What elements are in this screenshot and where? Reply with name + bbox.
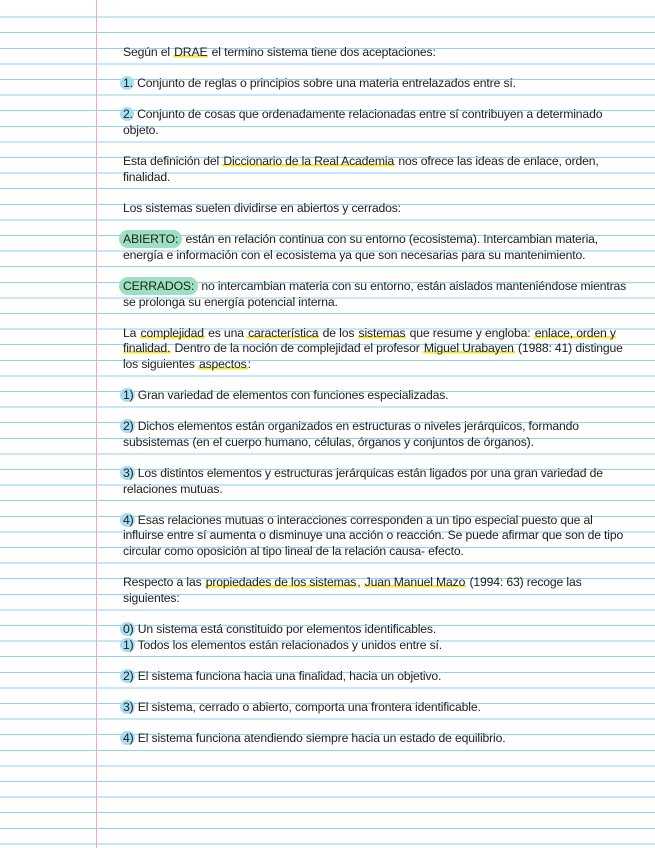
highlight-enlace-orden: enlace, orden y finalidad. bbox=[123, 325, 616, 356]
number-badge: 3) bbox=[120, 700, 135, 714]
highlight-diccionario: Diccionario de la Real Academia bbox=[223, 154, 395, 169]
property-item: 1) Todos los elementos están relacionados y unidos entre sí. bbox=[123, 638, 633, 654]
highlight-aspectos: aspectos bbox=[198, 356, 247, 371]
property-item: 4) El sistema funciona atendiendo siempre hacia un estado de equilibrio. bbox=[123, 731, 633, 747]
rae-paragraph: Esta definición del Diccionario de la Real Academia nos ofrece las ideas de enlace, orden, finalidad. bbox=[123, 154, 599, 184]
property-item: 2) El sistema funciona hacia una finalidad, hacia un objetivo. bbox=[123, 669, 633, 685]
cerrados-paragraph: CERRADOS: no intercambian materia con su entorno, están aislados manteniéndose mientras se prolonga su energía potencial interna. bbox=[123, 279, 633, 310]
types-intro: Los sistemas suelen dividirse en abiertos y cerrados: bbox=[123, 200, 401, 215]
aspect-item: 3) Los distintos elementos y estructuras jerárquicas están ligados por una gran variedad de relaciones mutuas. bbox=[123, 466, 633, 497]
highlight-mazo: Juan Manuel Mazo bbox=[364, 575, 466, 590]
number-badge: 4) bbox=[120, 513, 135, 527]
number-badge: 1. bbox=[120, 76, 134, 90]
number-badge: 2) bbox=[120, 419, 135, 433]
definition-2: 2. Conjunto de cosas que ordenadamente relacionadas entre sí contribuyen a determinado objeto. bbox=[123, 107, 633, 138]
notes-content bbox=[123, 45, 633, 762]
abierto-paragraph: ABIERTO: están en relación continua con su entorno (ecosistema). Intercambian materia, energía e información con el ecosistema ya que son necesarias para su mantenimiento. bbox=[123, 232, 633, 263]
highlight-propiedades: propiedades de los sistemas bbox=[205, 575, 357, 590]
highlight-caracteristica: característica bbox=[248, 325, 319, 340]
aspect-item: 1) Gran variedad de elementos con funciones especializadas. bbox=[123, 388, 633, 404]
cerrados-label: CERRADOS: bbox=[119, 277, 198, 295]
number-badge: 2) bbox=[120, 669, 135, 683]
property-item: 3) El sistema, cerrado o abierto, comporta una frontera identificable. bbox=[123, 700, 633, 716]
complejidad-paragraph: La complejidad es una característica de los sistemas que resume y engloba: enlace, orden y finalidad. Dentro de la noción de complejidad el profesor Miguel Urabayen (1988: 41) distingue los siguientes aspectos: bbox=[123, 325, 623, 371]
highlight-complejidad: complejidad bbox=[140, 325, 204, 340]
highlight-sistemas: sistemas bbox=[358, 325, 406, 340]
intro-paragraph: Según el DRAE el termino sistema tiene dos aceptaciones: bbox=[123, 45, 436, 59]
number-badge: 1) bbox=[120, 638, 135, 652]
margin-line bbox=[96, 0, 97, 848]
highlight-drae: DRAE bbox=[174, 45, 208, 59]
definition-1: 1. Conjunto de reglas o principios sobre una materia entrelazados entre sí. bbox=[123, 76, 633, 92]
aspect-item: 4) Esas relaciones mutuas o interacciones corresponden a un tipo especial puesto que al influirse entre sí aumenta o disminuye una acción o reacción. Se puede afirmar que son de tipo circular como oposición al tipo lineal de la relación causa- efecto. bbox=[123, 513, 633, 560]
highlight-urabayen: Miguel Urabayen bbox=[423, 341, 514, 356]
number-badge: 1) bbox=[120, 388, 135, 402]
number-badge: 2. bbox=[120, 107, 134, 121]
abierto-label: ABIERTO: bbox=[119, 230, 182, 248]
number-badge: 4) bbox=[120, 731, 135, 745]
number-badge: 0) bbox=[120, 622, 135, 636]
aspect-item: 2) Dichos elementos están organizados en estructuras o niveles jerárquicos, formando subsistemas (en el cuerpo humano, células, órganos y conjuntos de órganos). bbox=[123, 419, 633, 450]
number-badge: 3) bbox=[120, 466, 135, 480]
propiedades-paragraph: Respecto a las propiedades de los sistemas, Juan Manuel Mazo (1994: 63) recoge las siguientes: bbox=[123, 575, 582, 605]
property-item: 0) Un sistema está constituido por elementos identificables. bbox=[123, 622, 633, 638]
